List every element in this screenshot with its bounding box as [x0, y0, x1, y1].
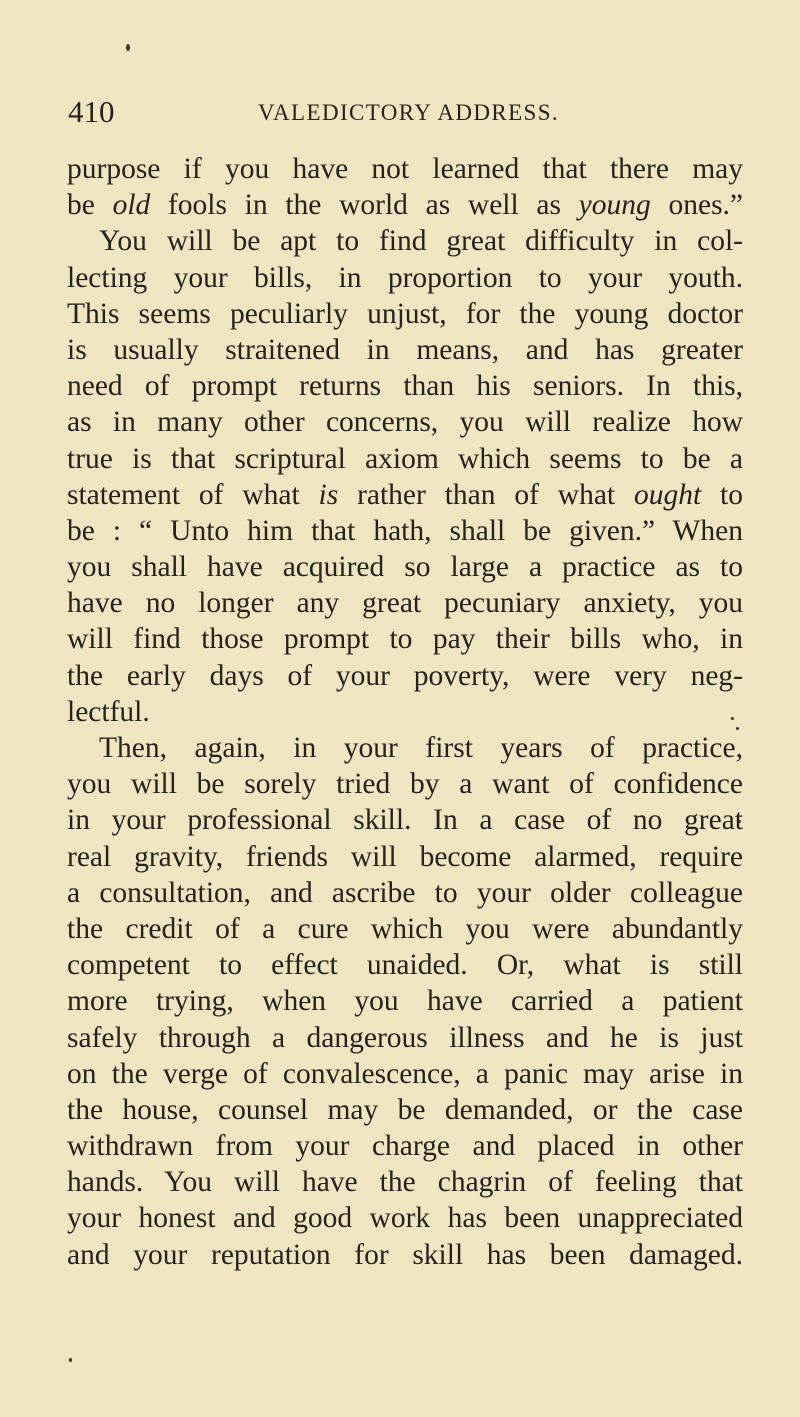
text-line: you shall have acquired so large a practice as to: [67, 551, 743, 584]
text-line: on the verge of convalescence, a panic may arise in: [67, 1057, 743, 1090]
emphasis: young: [578, 189, 651, 222]
text-line: the credit of a cure which you were abundantly: [67, 912, 743, 945]
body-text: [67, 151, 743, 1273]
text-line: as in many other concerns, you will realize how: [67, 406, 743, 439]
text-line: purpose if you have not learned that there may: [67, 153, 743, 185]
text-line: you will be sorely tried by a want of confidence: [67, 768, 743, 801]
emphasis: ought: [633, 478, 702, 511]
text-line: lecting your bills, in proportion to your youth.: [67, 261, 743, 294]
text-line: hands. You will have the chagrin of feeling that: [67, 1166, 743, 1199]
text-line: the early days of your poverty, were very neg-: [67, 659, 743, 692]
ink-speck: [126, 44, 130, 51]
text-line: is usually straitened in means, and has greater: [67, 333, 743, 366]
text-line: will find those prompt to pay their bills who, in: [67, 623, 743, 656]
emphasis: old: [112, 189, 151, 222]
text-line: your honest and good work has been unappreciated: [67, 1202, 743, 1235]
ink-speck: [69, 1358, 72, 1362]
text-line: real gravity, friends will become alarmed, require: [67, 840, 743, 873]
text-line: be : “ Unto him that hath, shall be given.” When: [67, 514, 743, 547]
text-line: You will be apt to find great difficulty in col-: [99, 225, 743, 258]
text-line: lectful.: [67, 695, 150, 728]
text-line: Then, again, in your first years of practice,: [99, 732, 743, 764]
running-head: [68, 94, 748, 128]
text-line: the house, counsel may be demanded, or the case: [67, 1093, 743, 1126]
text-line: a consultation, and ascribe to your older colleague: [67, 876, 743, 909]
text-line: true is that scriptural axiom which seems to be a: [67, 442, 743, 475]
text-line: have no longer any great pecuniary anxiety, you: [67, 587, 743, 620]
emphasis: is: [318, 478, 339, 511]
text-line: in your professional skill. In a case of no great: [67, 804, 743, 837]
text-line: statement of what is rather than of what ought to: [67, 478, 743, 511]
text-line: competent to effect unaided. Or, what is still: [67, 949, 743, 982]
page-number: 410: [68, 94, 115, 129]
text-line: and your reputation for skill has been damaged.: [67, 1238, 743, 1271]
running-title: VALEDICTORY ADDRESS.: [258, 100, 560, 125]
text-line: withdrawn from your charge and placed in other: [67, 1130, 743, 1163]
text-line: This seems peculiarly unjust, for the young doctor: [67, 297, 743, 330]
text-line: safely through a dangerous illness and he is just: [67, 1021, 743, 1054]
text-line: need of prompt returns than his seniors. In this,: [67, 370, 743, 403]
text-line: more trying, when you have carried a patient: [67, 985, 743, 1018]
text-line: be old fools in the world as well as young ones.”: [67, 189, 744, 222]
